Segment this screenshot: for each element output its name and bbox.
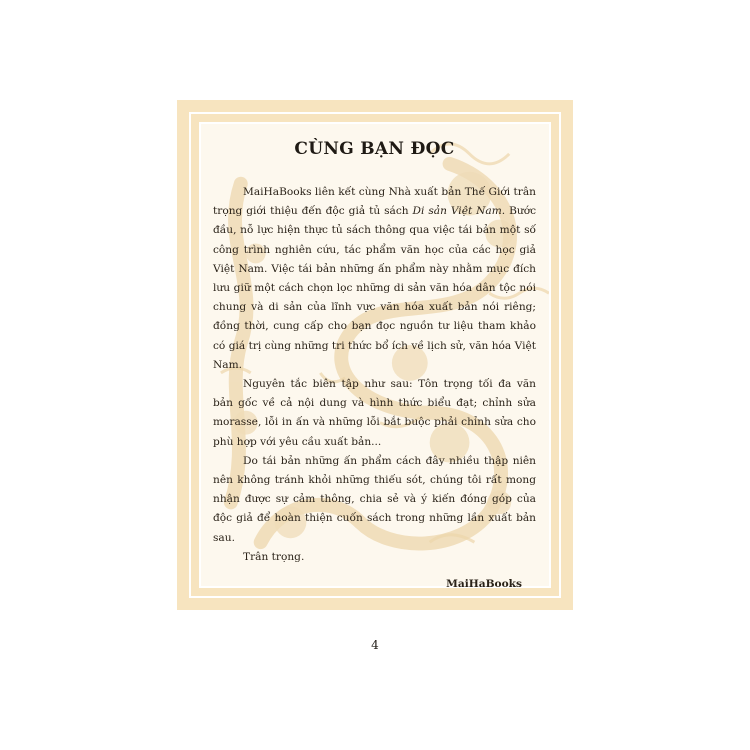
intro-text-end: . Bước đầu, nỗ lực hiện thực tủ sách thông qua việc tái bản một số công trình nghiên cứu, tác phẩm văn học của các học giả Việt Nam. Việc tái bản những ấn phẩm này nhằm mục đích lưu giữ một cách chọn lọc những di sản văn hóa dân tộc nói chung và di sản của lĩnh vực văn hóa xuất bản nói riêng; đồng thời, cung cấp cho bạn đọc nguồn tư liệu tham khảo có giá trị cùng những tri thức bổ ích về lịch sử, văn hóa Việt Nam. — [213, 205, 537, 371]
page-number: 4 — [371, 638, 379, 652]
intro-text-start: MaiHaBooks liên kết cùng Nhà xuất bản Thế Giới trân trọng giới thiệu đến độc giả tủ sách — [213, 186, 536, 218]
publisher-signature: MaiHaBooks — [446, 578, 522, 591]
page-content — [213, 135, 536, 590]
editing-principles-paragraph: Nguyên tắc biên tập như sau: Tôn trọng tối đa văn bản gốc về cả nội dung và hình thức biểu đạt; chỉnh sửa morasse, lỗi in ấn và những lỗi bắt buộc phải chỉnh sửa cho phù hợp với yêu cầu xuất bản... — [213, 378, 536, 448]
closing-line: Trân trọng. — [243, 550, 305, 563]
book-series-name: Di sản Việt Nam — [412, 205, 502, 218]
apology-paragraph: Do tái bản những ấn phẩm cách đây nhiều thập niên nên không tránh khỏi những thiếu sót, chúng tôi rất mong nhận được sự cảm thông, chia sẻ và ý kiến đóng góp của độc giả để hoàn thiện cuốn sách trong những lần xuất bản sau. — [213, 454, 536, 544]
intro-paragraph — [213, 183, 536, 375]
page-title: CÙNG BẠN ĐỌC — [294, 139, 455, 159]
